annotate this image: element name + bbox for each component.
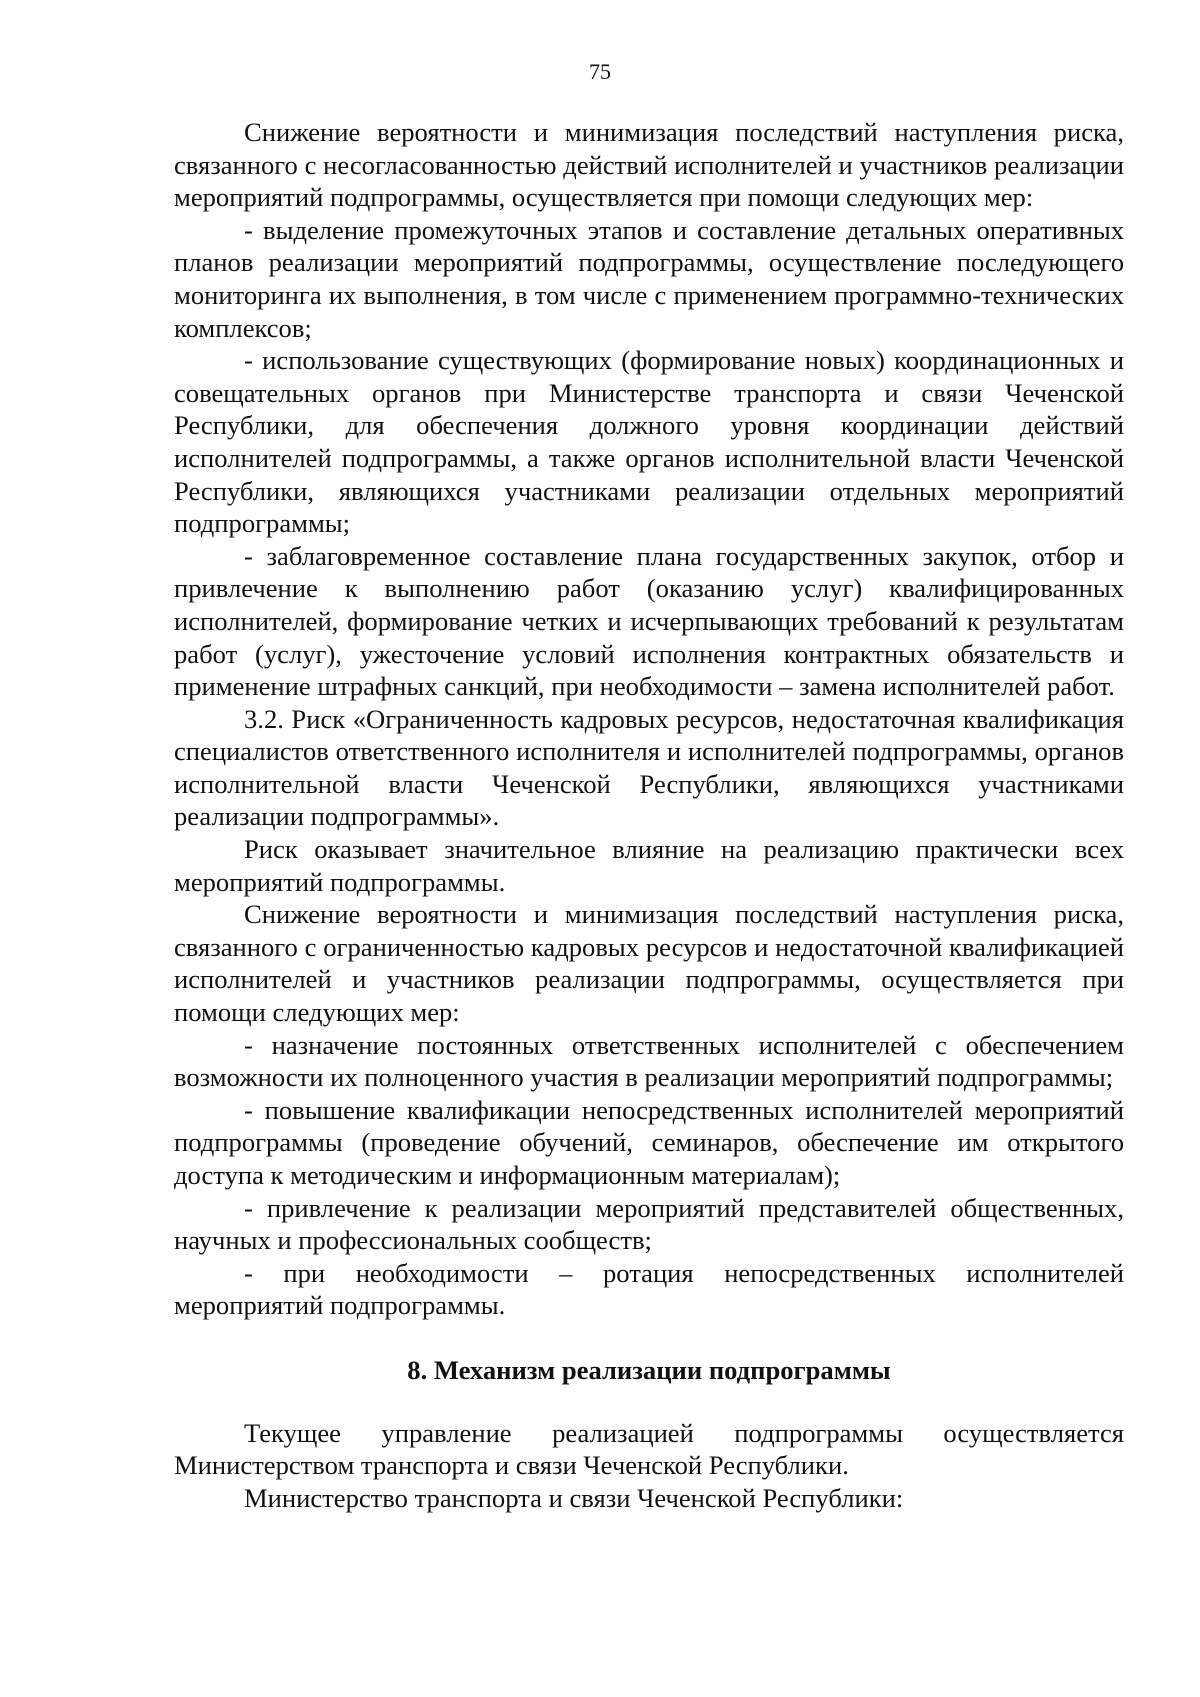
page-content: [174, 116, 1124, 1514]
list-item-intermediate-stages: - выделение промежуточных этапов и составление детальных оперативных планов реализации мероприятий подпрограммы, осуществление последующего мониторинга их выполнения, в том числе с применением программно-технических комплексов;: [174, 214, 1124, 343]
paragraph-risk-influence: Риск оказывает значительное влияние на реализацию практически всех мероприятий подпрограммы.: [174, 834, 1124, 897]
list-item-rotation: - при необходимости – ротация непосредственных исполнителей мероприятий подпрограммы.: [174, 1257, 1124, 1321]
list-item-permanent-executors: - назначение постоянных ответственных исполнителей с обеспечением возможности их полноценного участия в реализации мероприятий подпрограммы;: [174, 1029, 1124, 1093]
list-item-qualification-improvement: - повышение квалификации непосредственных исполнителей мероприятий подпрограммы (проведение обучений, семинаров, обеспечение им открытого доступа к методическим и информационным материалам);: [174, 1094, 1124, 1190]
paragraph-current-management: Текущее управление реализацией подпрограммы осуществляется Министерством транспорта и связи Чеченской Республики.: [174, 1417, 1124, 1481]
paragraph-staff-risk-mitigation: Снижение вероятности и минимизация последствий наступления риска, связанного с ограниченностью кадровых ресурсов и недостаточной квалификацией исполнителей и участников реализации подпрограммы, осуществляется при помощи следующих мер:: [174, 899, 1124, 1028]
paragraph-risk-mitigation-intro: Снижение вероятности и минимизация последствий наступления риска, связанного с несогласованностью действий исполнителей и участников реализации мероприятий подпрограммы, осуществляется при помощи следующих мер:: [174, 117, 1124, 213]
section-heading: 8. Механизм реализации подпрограммы: [407, 1354, 891, 1385]
list-item-procurement-plan: - заблаговременное составление плана государственных закупок, отбор и привлечение к выполнению работ (оказанию услуг) квалифицированных исполнителей, формирование четких и исчерпывающих требований к результатам работ (услуг), ужесточение условий исполнения контрактных обязательств и применение штрафных санкций, при необходимости – замена исполнителей работ.: [174, 540, 1124, 702]
paragraph-ministry-intro: Министерство транспорта и связи Чеченской Республики:: [244, 1482, 904, 1513]
paragraph-risk-3-2: 3.2. Риск «Ограниченность кадровых ресурсов, недостаточная квалификация специалистов ответственного исполнителя и исполнителей подпрограммы, органов исполнительной власти Чеченской Республики, являющихся участниками реализации подпрограммы».: [174, 703, 1124, 832]
list-item-community-involvement: - привлечение к реализации мероприятий представителей общественных, научных и профессиональных сообществ;: [174, 1192, 1124, 1256]
page-number: 75: [589, 59, 611, 84]
list-item-coordination-bodies: - использование существующих (формирование новых) координационных и совещательных органов при Министерстве транспорта и связи Чеченской Республики, для обеспечения должного уровня координации действий исполнителей подпрограммы, а также органов исполнительной власти Чеченской Республики, являющихся участниками реализации отдельных мероприятий подпрограммы;: [174, 345, 1124, 539]
